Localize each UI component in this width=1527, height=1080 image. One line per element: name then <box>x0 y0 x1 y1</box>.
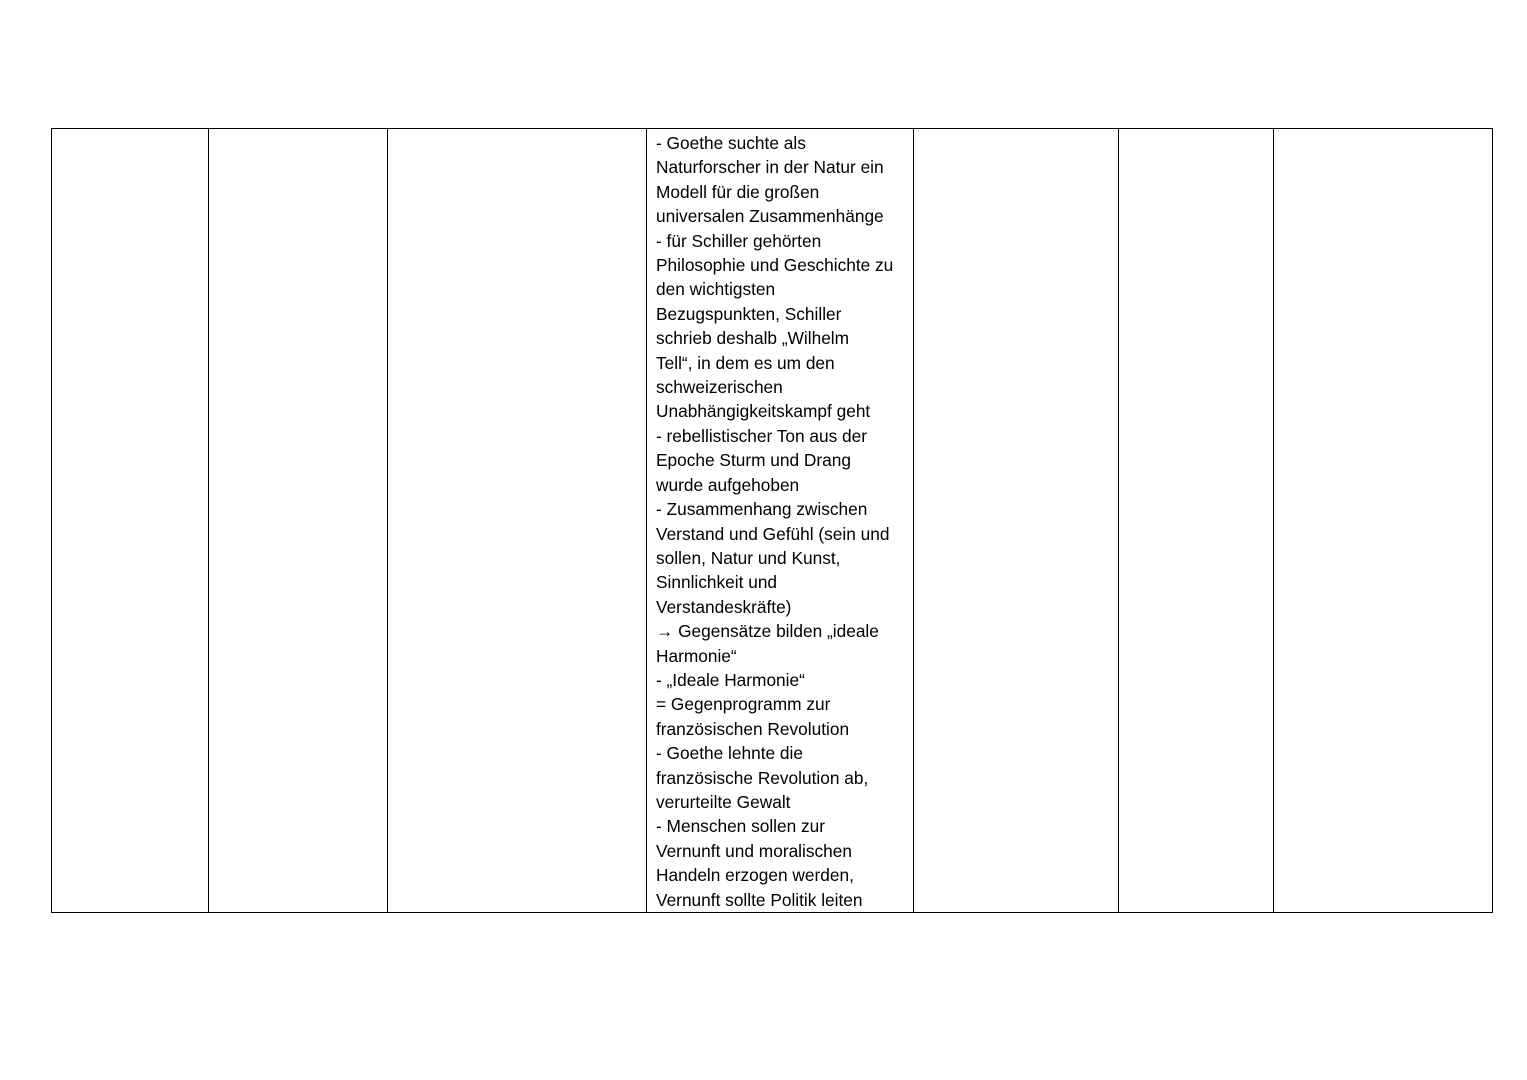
table-cell-col-1 <box>52 129 209 913</box>
text-line: schrieb deshalb „Wilhelm <box>656 328 850 349</box>
text-line: sollen, Natur und Kunst, <box>656 547 841 568</box>
text-line: → Gegensätze bilden „ideale <box>656 621 879 642</box>
text-line: = Gegenprogramm zur <box>656 694 831 715</box>
text-line: verurteilte Gewalt <box>656 791 791 812</box>
text-line: Sinnlichkeit und <box>656 572 778 593</box>
text-line: universalen Zusammenhänge <box>656 206 884 227</box>
text-line: Philosophie und Geschichte zu <box>656 255 894 276</box>
table-cell-col-2 <box>209 129 388 913</box>
text-line: Vernunft sollte Politik leiten <box>656 889 863 910</box>
text-line: französischen Revolution <box>656 718 850 739</box>
text-line: - Goethe suchte als <box>656 133 806 153</box>
text-line: wurde aufgehoben <box>656 474 800 495</box>
text-line: Modell für die großen <box>656 181 820 202</box>
text-line: Verstand und Gefühl (sein und <box>656 523 890 544</box>
text-line: Bezugspunkten, Schiller <box>656 303 842 324</box>
text-line: Harmonie“ <box>656 645 737 666</box>
table-cell-col-5 <box>914 129 1119 913</box>
table-cell-col-6 <box>1119 129 1274 913</box>
text-line: - Zusammenhang zwischen <box>656 499 868 520</box>
cell-text-block <box>647 129 913 912</box>
text-line: - Menschen sollen zur <box>656 816 826 837</box>
text-line: Verstandeskräfte) <box>656 596 792 617</box>
text-line: - Goethe lehnte die <box>656 743 803 764</box>
text-line: den wichtigsten <box>656 279 776 300</box>
table-row <box>52 129 1493 913</box>
text-line: Epoche Sturm und Drang <box>656 450 852 471</box>
text-line: - „Ideale Harmonie“ <box>656 669 805 690</box>
text-line: Handeln erzogen werden, <box>656 865 854 886</box>
notes-table <box>51 128 1493 913</box>
text-line: Vernunft und moralischen <box>656 840 852 861</box>
text-line: Naturforscher in der Natur ein <box>656 157 884 178</box>
table-cell-col-3 <box>388 129 647 913</box>
table-cell-col-7 <box>1274 129 1493 913</box>
text-line: - rebellistischer Ton aus der <box>656 425 867 446</box>
text-line: schweizerischen <box>656 377 783 398</box>
text-line: - für Schiller gehörten <box>656 230 822 251</box>
table-cell-col-4 <box>647 129 914 913</box>
text-line: Unabhängigkeitskampf geht <box>656 401 871 422</box>
text-line: französische Revolution ab, <box>656 767 869 788</box>
text-line: Tell“, in dem es um den <box>656 352 835 373</box>
